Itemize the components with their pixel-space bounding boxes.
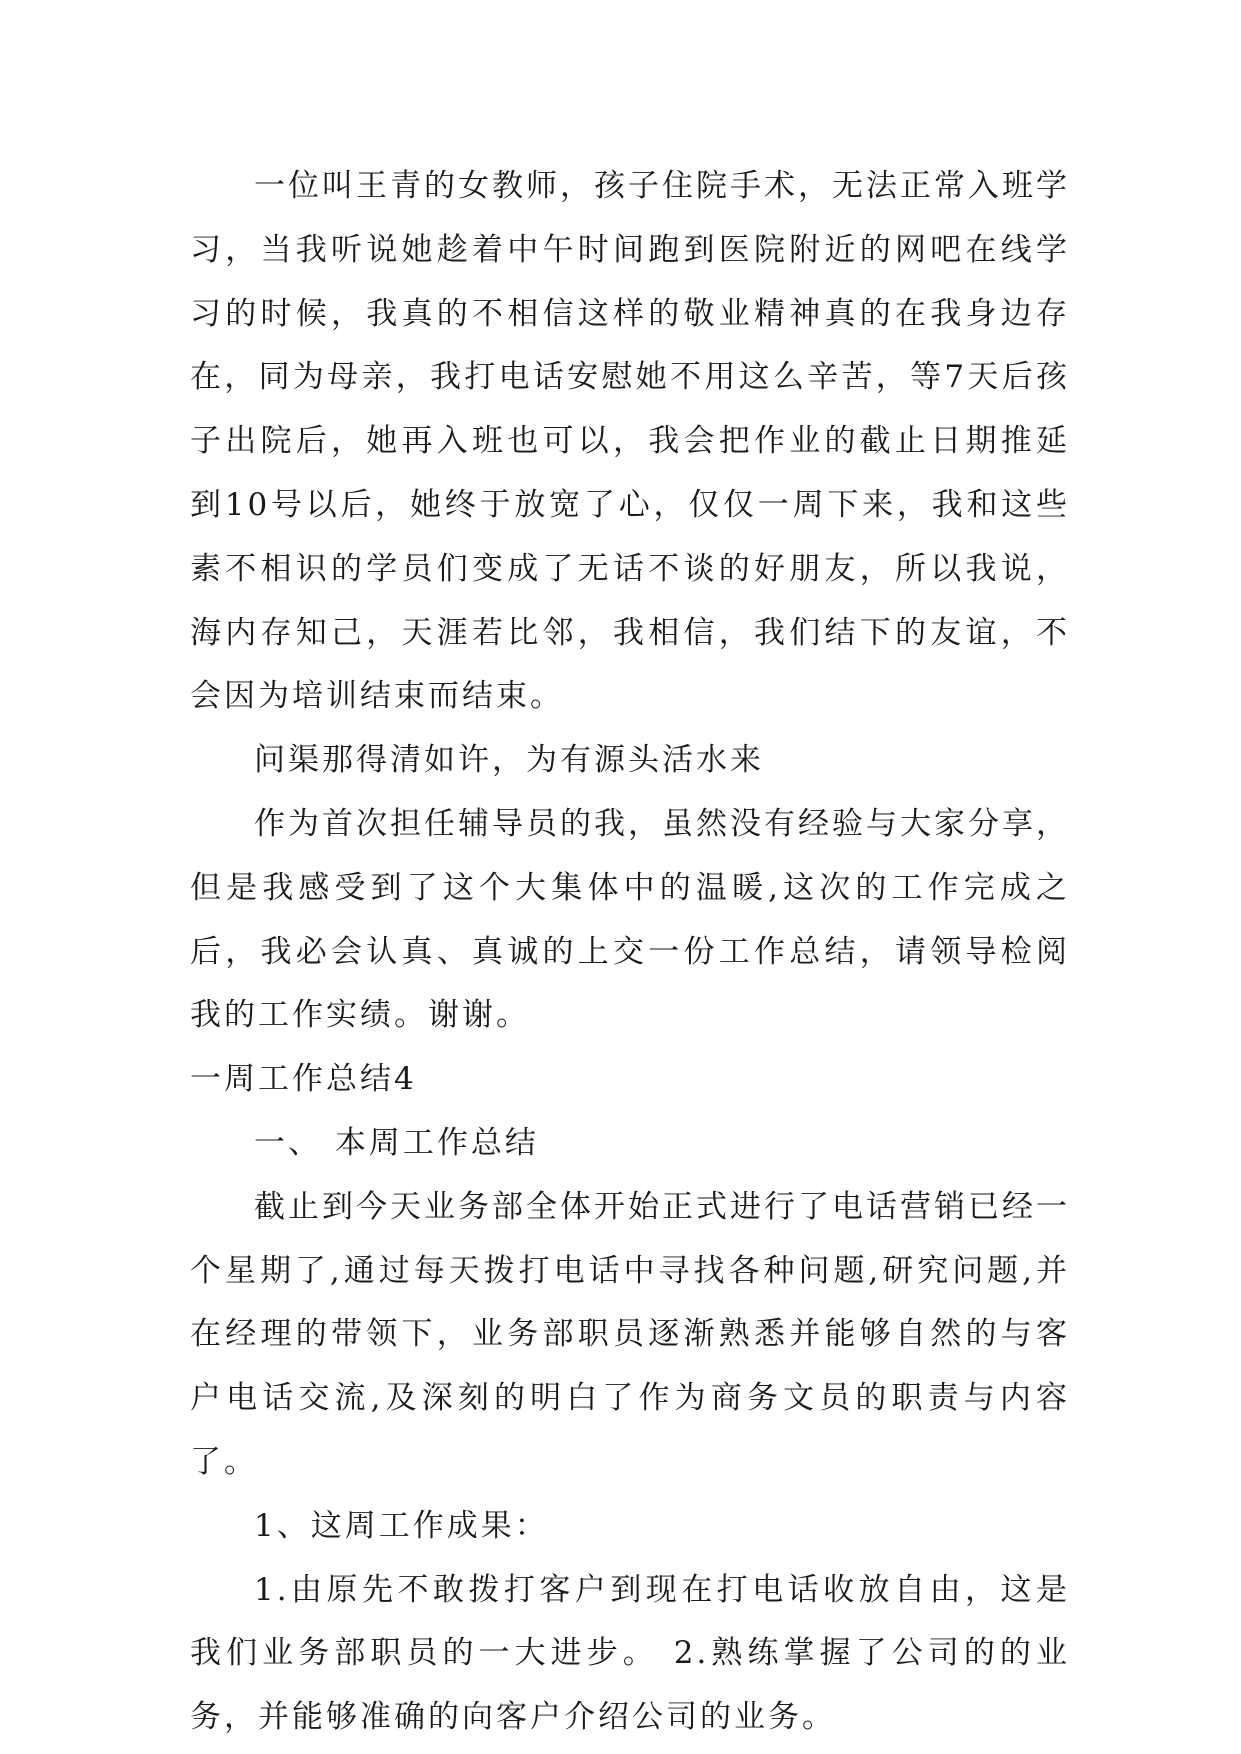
paragraph-poem-line: 问渠那得清如许，为有源头活水来 [254,742,764,779]
paragraph-counselor-closing: 作为首次担任辅导员的我，虽然没有经验与大家分享，但是我感受到了这个大集体中的温暖,这次的工作完成之后，我必会认真、真诚的上交一份工作总结，请领导检阅我的工作实绩。谢谢。 [190,805,1070,1034]
paragraph-achievements: 1.由原先不敢拨打客户到现在打电话收放自由，这是我们业务部职员的一大进步。 2.熟练掌握了公司的的业务，并能够准确的向客户介绍公司的业务。 [190,1571,1070,1736]
subsection-heading: 一、 本周工作总结 [254,1124,539,1161]
document-body [190,155,1070,1750]
paragraph-teacher-story: 一位叫王青的女教师，孩子住院手术，无法正常入班学习，当我听说她趁着中午时间跑到医院附近的网吧在线学习的时候，我真的不相信这样的敬业精神真的在我身边存在，同为母亲，我打电话安慰她不用这么辛苦，等7天后孩子出院后，她再入班也可以，我会把作业的截止日期推延到10号以后，她终于放宽了心，仅仅一周下来，我和这些素不相识的学员们变成了无话不谈的好朋友，所以我说，海内存知己，天涯若比邻，我相信，我们结下的友谊，不会因为培训结束而结束。 [190,168,1070,715]
section-heading: 一周工作总结4 [190,1061,417,1098]
list-heading: 1、这周工作成果： [254,1507,549,1544]
paragraph-sales-summary: 截止到今天业务部全体开始正式进行了电话营销已经一个星期了,通过每天拨打电话中寻找各种问题,研究问题,并在经理的带领下，业务部职员逐渐熟悉并能够自然的与客户电话交流,及深刻的明白了作为商务文员的职责与内容了。 [190,1188,1070,1480]
